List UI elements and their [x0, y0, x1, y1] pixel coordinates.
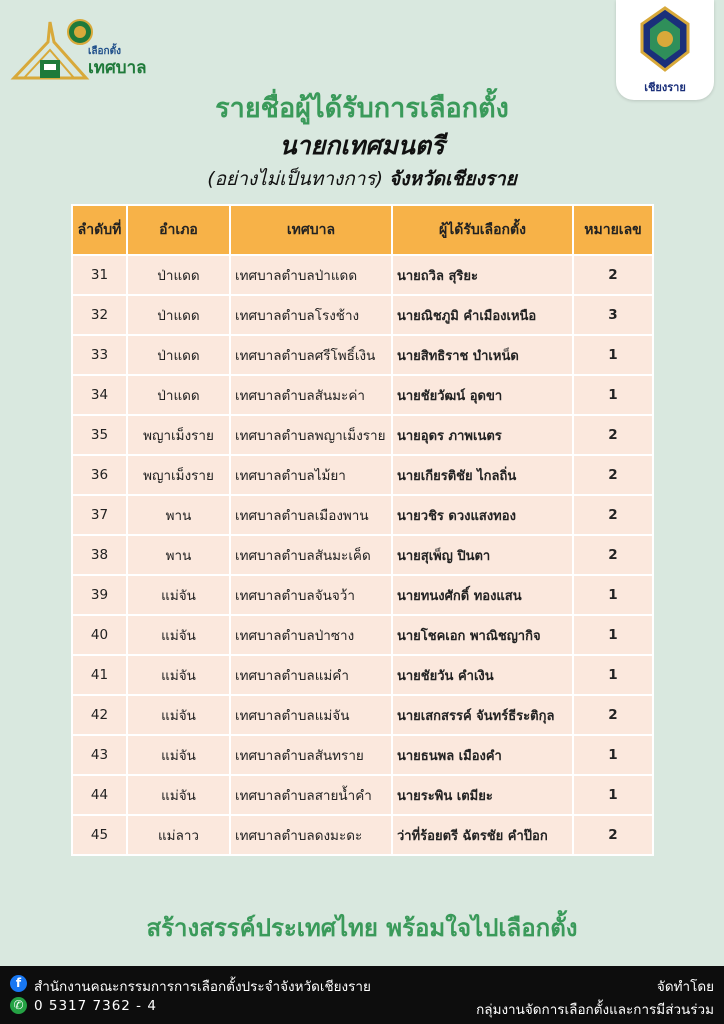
- cell-municipality: เทศบาลตำบลศรีโพธิ์เงิน: [230, 335, 392, 375]
- table-row: [72, 615, 653, 655]
- cell-municipality: เทศบาลตำบลแม่คำ: [230, 655, 392, 695]
- cell-order: 45: [72, 815, 127, 855]
- cell-elected-name: นายทนงศักดิ์ ทองแสน: [392, 575, 573, 615]
- footer-phone: 0 5317 7362 - 4: [34, 998, 157, 1014]
- cell-elected-name: นายธนพล เมืองคำ: [392, 735, 573, 775]
- cell-candidate-number: 2: [573, 535, 653, 575]
- header-candidate-number: หมายเลข: [573, 205, 653, 255]
- cell-order: 32: [72, 295, 127, 335]
- cell-district: แม่จัน: [127, 695, 230, 735]
- cell-order: 43: [72, 735, 127, 775]
- cell-candidate-number: 1: [573, 775, 653, 815]
- table-row: [72, 535, 653, 575]
- cell-municipality: เทศบาลตำบลสันทราย: [230, 735, 392, 775]
- table-header-row: [72, 205, 653, 255]
- cell-order: 41: [72, 655, 127, 695]
- cell-candidate-number: 2: [573, 815, 653, 855]
- cell-order: 38: [72, 535, 127, 575]
- cell-order: 33: [72, 335, 127, 375]
- cell-district: แม่จัน: [127, 775, 230, 815]
- cell-elected-name: นายสุเพ็ญ ปินตา: [392, 535, 573, 575]
- table-row: [72, 495, 653, 535]
- cell-elected-name: นายณิชภูมิ คำเมืองเหนือ: [392, 295, 573, 335]
- cell-order: 36: [72, 455, 127, 495]
- seal-label: เชียงราย: [644, 81, 686, 94]
- table-body: [72, 255, 653, 855]
- cell-elected-name: ว่าที่ร้อยตรี ฉัตรชัย คำป๊อก: [392, 815, 573, 855]
- cell-district: พญาเม็งราย: [127, 415, 230, 455]
- table-row: [72, 375, 653, 415]
- cell-district: พญาเม็งราย: [127, 455, 230, 495]
- cell-order: 34: [72, 375, 127, 415]
- cell-order: 40: [72, 615, 127, 655]
- cell-candidate-number: 2: [573, 415, 653, 455]
- province-name: จังหวัดเชียงราย: [389, 168, 517, 190]
- cell-municipality: เทศบาลตำบลพญาเม็งราย: [230, 415, 392, 455]
- footer-group: กลุ่มงานจัดการเลือกตั้งและการมีส่วนร่วม: [476, 1002, 714, 1018]
- cell-candidate-number: 1: [573, 735, 653, 775]
- cell-order: 42: [72, 695, 127, 735]
- cell-municipality: เทศบาลตำบลสายน้ำคำ: [230, 775, 392, 815]
- header-district: อำเภอ: [127, 205, 230, 255]
- cell-district: พาน: [127, 535, 230, 575]
- cell-district: แม่จัน: [127, 735, 230, 775]
- table-row: [72, 455, 653, 495]
- cell-order: 35: [72, 415, 127, 455]
- cell-candidate-number: 1: [573, 575, 653, 615]
- header-elected-person: ผู้ได้รับเลือกตั้ง: [392, 205, 573, 255]
- logo-main-text: เทศบาล: [88, 58, 147, 78]
- status-note: [0, 164, 724, 194]
- footer-bar: [0, 966, 724, 1024]
- cell-elected-name: นายระพิน เตมียะ: [392, 775, 573, 815]
- cell-candidate-number: 3: [573, 295, 653, 335]
- cell-municipality: เทศบาลตำบลแม่จัน: [230, 695, 392, 735]
- table-row: [72, 575, 653, 615]
- page-title: รายชื่อผู้ได้รับการเลือกตั้ง: [215, 93, 509, 124]
- table-row: [72, 335, 653, 375]
- table-row: [72, 695, 653, 735]
- cell-candidate-number: 1: [573, 375, 653, 415]
- cell-elected-name: นายอุดร ภาพเนตร: [392, 415, 573, 455]
- cell-elected-name: นายเกียรติชัย ไกลถิ่น: [392, 455, 573, 495]
- table-row: [72, 775, 653, 815]
- table-row: [72, 735, 653, 775]
- cell-district: พาน: [127, 495, 230, 535]
- cell-district: แม่จัน: [127, 655, 230, 695]
- cell-municipality: เทศบาลตำบลโรงช้าง: [230, 295, 392, 335]
- cell-candidate-number: 1: [573, 615, 653, 655]
- logo-small-text: เลือกตั้ง: [88, 46, 121, 57]
- cell-municipality: เทศบาลตำบลป่าซาง: [230, 615, 392, 655]
- unofficial-note: (อย่างไม่เป็นทางการ): [207, 168, 383, 190]
- cell-elected-name: นายสิทธิราช บำเหน็ด: [392, 335, 573, 375]
- cell-district: แม่ลาว: [127, 815, 230, 855]
- cell-district: ป่าแดด: [127, 375, 230, 415]
- cell-municipality: เทศบาลตำบลป่าแดด: [230, 255, 392, 295]
- cell-elected-name: นายชัยวัน คำเงิน: [392, 655, 573, 695]
- table-row: [72, 295, 653, 335]
- cell-municipality: เทศบาลตำบลไม้ยา: [230, 455, 392, 495]
- table-row: [72, 255, 653, 295]
- cell-candidate-number: 2: [573, 455, 653, 495]
- cell-candidate-number: 2: [573, 695, 653, 735]
- header-order: ลำดับที่: [72, 205, 127, 255]
- cell-municipality: เทศบาลตำบลสันมะเค็ด: [230, 535, 392, 575]
- slogan: สร้างสรรค์ประเทศไทย พร้อมใจไปเลือกตั้ง: [146, 914, 578, 942]
- phone-icon: ✆: [10, 997, 27, 1014]
- cell-district: ป่าแดด: [127, 335, 230, 375]
- election-logo: [10, 12, 160, 88]
- cell-elected-name: นายโชคเอก พาณิชญากิจ: [392, 615, 573, 655]
- facebook-icon[interactable]: f: [10, 975, 27, 992]
- cell-order: 31: [72, 255, 127, 295]
- table-row: [72, 815, 653, 855]
- cell-candidate-number: 2: [573, 495, 653, 535]
- cell-district: แม่จัน: [127, 575, 230, 615]
- header-municipality: เทศบาล: [230, 205, 392, 255]
- cell-municipality: เทศบาลตำบลจันจว้า: [230, 575, 392, 615]
- cell-municipality: เทศบาลตำบลเมืองพาน: [230, 495, 392, 535]
- cell-municipality: เทศบาลตำบลสันมะค่า: [230, 375, 392, 415]
- cell-candidate-number: 1: [573, 655, 653, 695]
- results-table: [71, 204, 654, 856]
- cell-elected-name: นายชัยวัฒน์ อุดขา: [392, 375, 573, 415]
- table-row: [72, 655, 653, 695]
- cell-district: แม่จัน: [127, 615, 230, 655]
- cell-elected-name: นายวชิร ดวงแสงทอง: [392, 495, 573, 535]
- provincial-seal: [616, 0, 714, 100]
- cell-candidate-number: 2: [573, 255, 653, 295]
- seal-emblem-icon: [616, 0, 714, 78]
- cell-order: 37: [72, 495, 127, 535]
- cell-elected-name: นายเสกสรรค์ จันทร์ธีระติกุล: [392, 695, 573, 735]
- table-row: [72, 415, 653, 455]
- cell-district: ป่าแดด: [127, 255, 230, 295]
- cell-candidate-number: 1: [573, 335, 653, 375]
- footer-made-by: จัดทำโดย: [656, 979, 714, 995]
- footer-office: สำนักงานคณะกรรมการการเลือกตั้งประจำจังหวัดเชียงราย: [34, 979, 371, 995]
- page-subtitle: นายกเทศมนตรี: [279, 131, 445, 160]
- cell-elected-name: นายถวิล สุริยะ: [392, 255, 573, 295]
- cell-order: 39: [72, 575, 127, 615]
- cell-municipality: เทศบาลตำบลดงมะดะ: [230, 815, 392, 855]
- cell-district: ป่าแดด: [127, 295, 230, 335]
- cell-order: 44: [72, 775, 127, 815]
